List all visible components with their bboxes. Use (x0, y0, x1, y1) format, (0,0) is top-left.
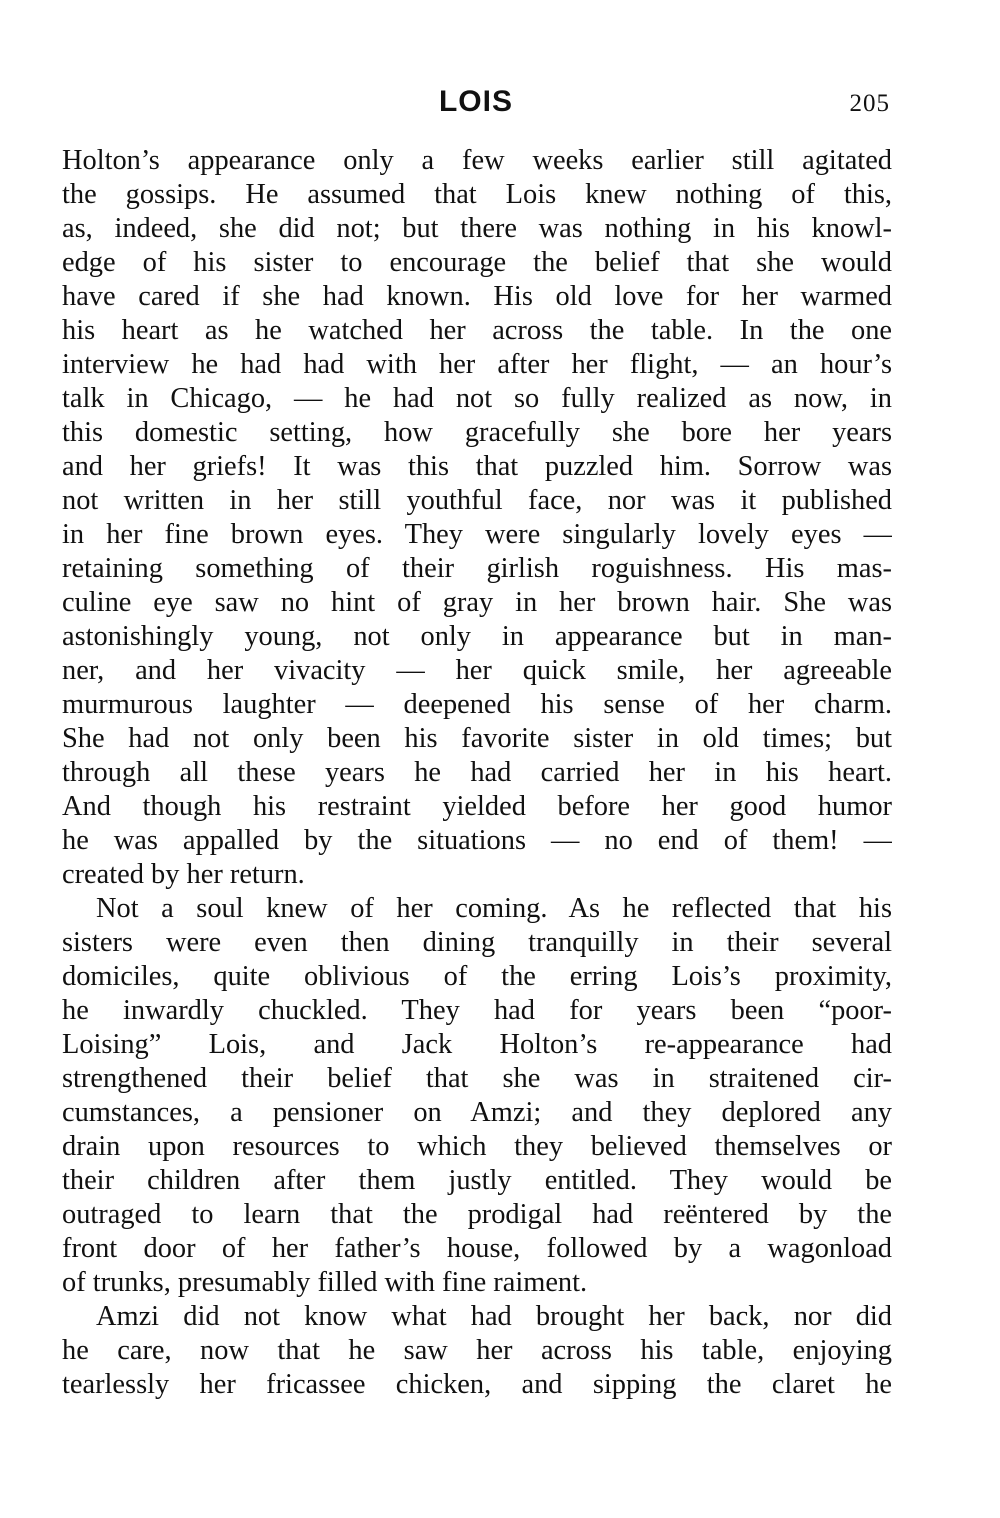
text-line: Loising” Lois, and Jack Holton’s re-appearance had (62, 1029, 892, 1060)
text-line: sisters were even then dining tranquilly in their several (62, 927, 892, 958)
paragraph (62, 144, 892, 892)
text-line: he care, now that he saw her across his table, enjoying (62, 1335, 892, 1366)
text-line: not written in her still youthful face, nor was it published (62, 485, 892, 516)
text-line: edge of his sister to encourage the belief that she would (62, 247, 892, 278)
text-line: tearlessly her fricassee chicken, and sipping the claret he (62, 1369, 892, 1400)
text-line: he was appalled by the situations — no end of them! — (62, 825, 892, 856)
text-line: domiciles, quite oblivious of the erring Lois’s proximity, (62, 961, 892, 992)
text-line: astonishingly young, not only in appearance but in man- (62, 621, 892, 652)
text-line: cumstances, a pensioner on Amzi; and they deplored any (62, 1097, 892, 1128)
text-line: have cared if she had known. His old love for her warmed (62, 281, 892, 312)
text-line: through all these years he had carried her in his heart. (62, 757, 892, 788)
text-line: Amzi did not know what had brought her back, nor did (96, 1301, 892, 1332)
text-line: created by her return. (62, 859, 305, 890)
paragraph (62, 1300, 892, 1402)
text-line: as, indeed, she did not; but there was nothing in his knowl- (62, 213, 892, 244)
page-number: 205 (849, 90, 890, 117)
text-line: front door of her father’s house, followed by a wagonload (62, 1233, 892, 1264)
body-text (62, 144, 892, 1402)
text-line: of trunks, presumably filled with fine raiment. (62, 1267, 588, 1298)
text-line: in her fine brown eyes. They were singularly lovely eyes — (62, 519, 892, 550)
text-line: murmurous laughter — deepened his sense of her charm. (62, 689, 892, 720)
text-line: and her griefs! It was this that puzzled him. Sorrow was (62, 451, 892, 482)
text-line: talk in Chicago, — he had not so fully realized as now, in (62, 383, 892, 414)
text-line: outraged to learn that the prodigal had reëntered by the (62, 1199, 892, 1230)
text-line: Not a soul knew of her coming. As he reflected that his (96, 893, 892, 924)
text-line: drain upon resources to which they believed themselves or (62, 1131, 892, 1162)
text-line: interview he had had with her after her flight, — an hour’s (62, 349, 892, 380)
text-line: ner, and her vivacity — her quick smile, her agreeable (62, 655, 892, 686)
text-line: the gossips. He assumed that Lois knew nothing of this, (62, 179, 892, 210)
text-line: culine eye saw no hint of gray in her brown hair. She was (62, 587, 892, 618)
text-line: She had not only been his favorite sister in old times; but (62, 723, 892, 754)
text-line: retaining something of their girlish roguishness. His mas- (62, 553, 892, 584)
running-head (62, 82, 890, 122)
text-line: strengthened their belief that she was in straitened cir- (62, 1063, 892, 1094)
running-title: LOIS (438, 85, 513, 118)
text-line: his heart as he watched her across the table. In the one (62, 315, 892, 346)
text-line: this domestic setting, how gracefully she bore her years (62, 417, 892, 448)
text-line: And though his restraint yielded before her good humor (62, 791, 892, 822)
text-line: their children after them justly entitled. They would be (62, 1165, 892, 1196)
text-line: Holton’s appearance only a few weeks earlier still agitated (62, 145, 892, 176)
paragraph (62, 892, 892, 1300)
text-line: he inwardly chuckled. They had for years been “poor- (62, 995, 892, 1026)
